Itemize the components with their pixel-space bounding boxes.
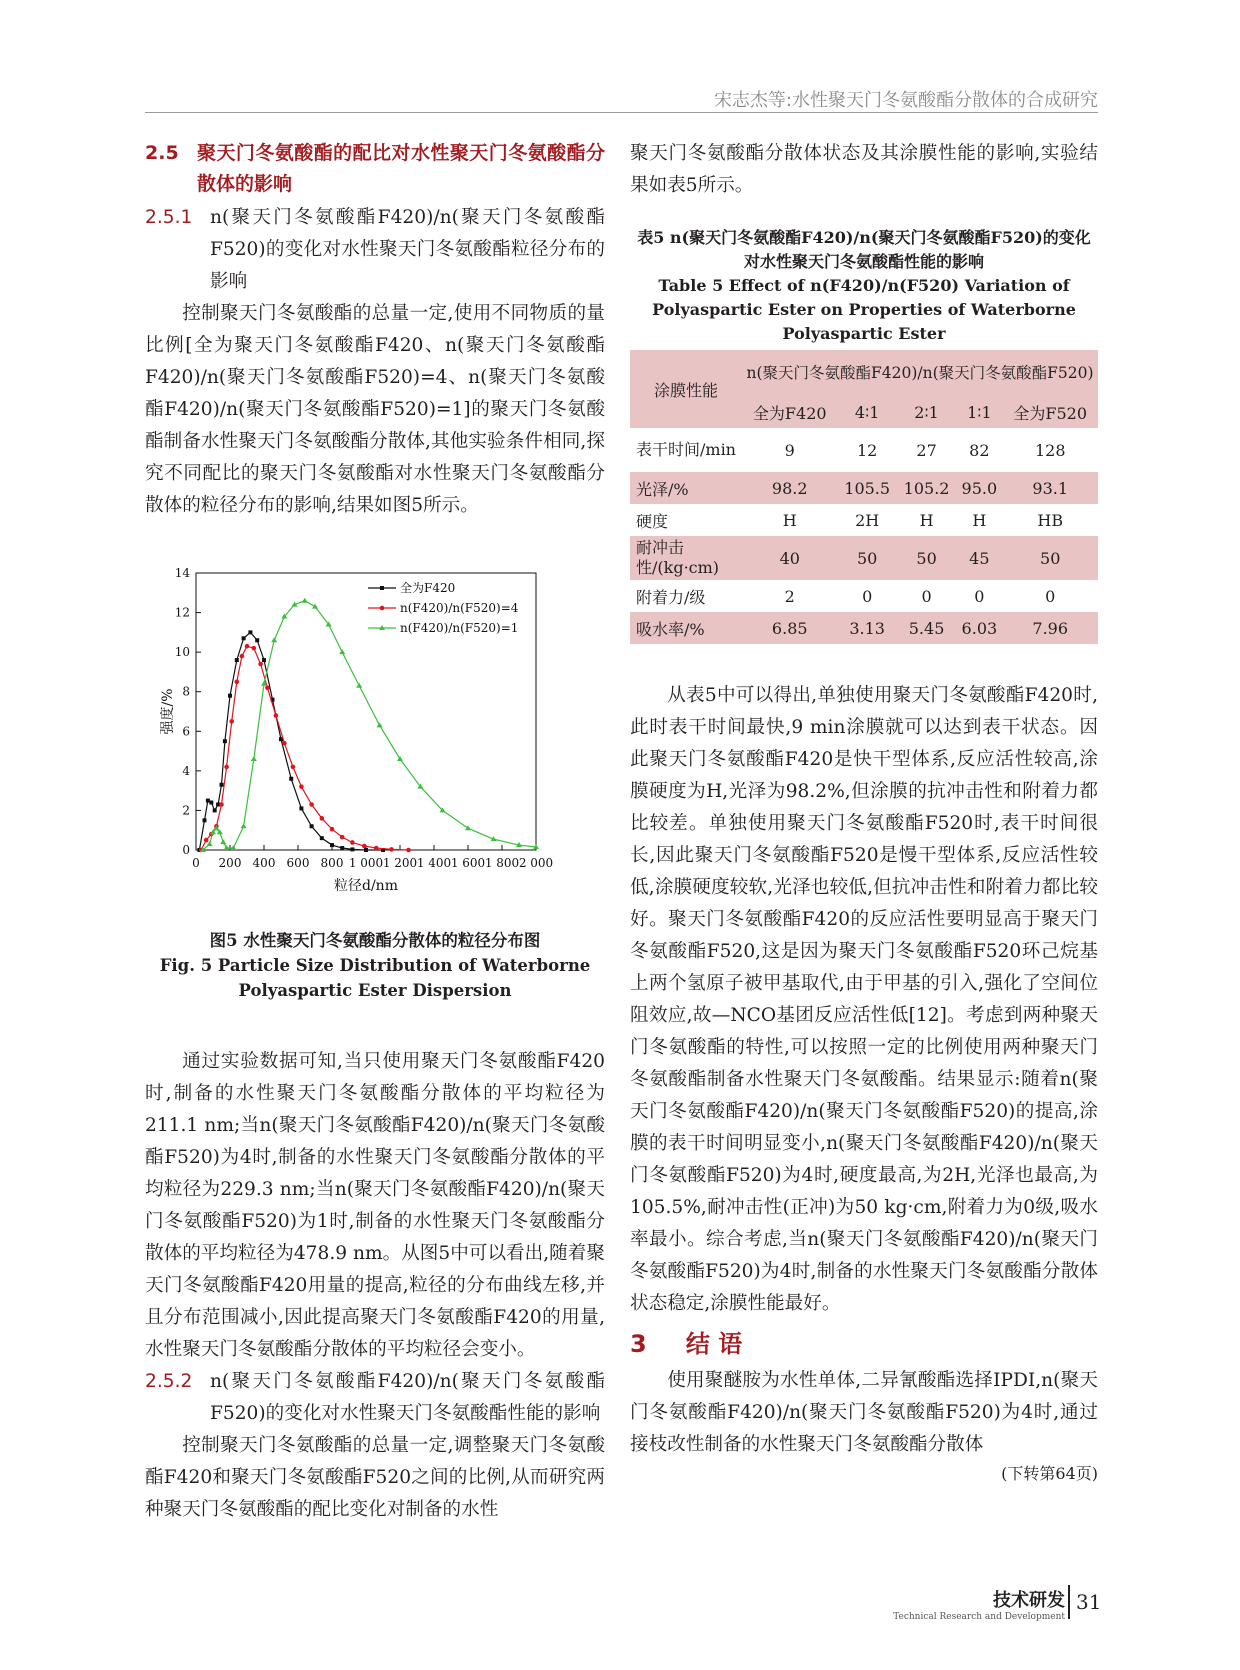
legend-marker bbox=[380, 586, 384, 590]
table-5-caption bbox=[630, 226, 1098, 346]
figure-5 bbox=[160, 565, 600, 925]
data-point bbox=[309, 802, 314, 807]
x-tick-label: 200 bbox=[218, 856, 242, 870]
caption-en: Table 5 Effect of n(F420)/n(F520) Variation of Polyaspartic Ester on Properties of Waterborne Polyaspartic Ester bbox=[652, 276, 1076, 343]
table-cell: 6.03 bbox=[956, 612, 1002, 644]
column-header: 1∶1 bbox=[956, 396, 1002, 428]
series-line-2 bbox=[201, 646, 408, 850]
data-point bbox=[274, 713, 279, 718]
section-2-5-1-heading bbox=[145, 202, 605, 298]
footer bbox=[840, 1586, 1065, 1622]
right-column bbox=[630, 680, 1098, 1487]
x-tick-label: 2 000 bbox=[518, 856, 554, 870]
data-point bbox=[248, 630, 252, 634]
caption-cn: 表5 n(聚天门冬氨酸酯F420)/n(聚天门冬氨酸酯F520)的变化对水性聚天门冬氨酸酯性能的影响 bbox=[637, 228, 1091, 271]
table-row bbox=[630, 580, 1098, 612]
x-tick-label: 400 bbox=[252, 856, 276, 870]
left-column-bottom bbox=[145, 1046, 605, 1526]
data-point bbox=[339, 649, 345, 654]
table-cell: 105.2 bbox=[897, 472, 956, 504]
x-tick-label: 0 bbox=[192, 856, 200, 870]
table-cell: HB bbox=[1037, 510, 1064, 530]
table-cell: H bbox=[972, 510, 987, 530]
data-point bbox=[220, 783, 224, 787]
data-point bbox=[282, 741, 287, 746]
data-point bbox=[377, 722, 383, 727]
row-header: 涂膜性能 bbox=[630, 350, 742, 428]
data-point bbox=[241, 823, 247, 828]
table-cell: 0 bbox=[974, 586, 985, 606]
data-point bbox=[213, 808, 217, 812]
table-cell: 98.2 bbox=[742, 472, 837, 504]
data-point bbox=[362, 844, 367, 849]
y-tick-label: 10 bbox=[174, 645, 190, 660]
table-cell: 0 bbox=[1045, 586, 1056, 606]
data-point bbox=[255, 638, 259, 642]
data-point bbox=[389, 847, 394, 852]
table-cell: 50 bbox=[897, 536, 956, 580]
legend-label: n(F420)/n(F520)=1 bbox=[400, 621, 519, 635]
subsection-number: 2.5.1 bbox=[145, 207, 193, 228]
data-point bbox=[340, 846, 344, 850]
row-label: 表干时间/min bbox=[636, 440, 736, 459]
paragraph: 控制聚天门冬氨酸酯的总量一定,调整聚天门冬氨酸酯F420和聚天门冬氨酸酯F520之间的比例,从而研究两种聚天门冬氨酸酯的配比变化对制备的水性 bbox=[145, 1435, 605, 1520]
row-label: 吸水率/% bbox=[630, 612, 742, 644]
section-3-heading bbox=[630, 1328, 1098, 1363]
table-cell: 12 bbox=[857, 440, 878, 460]
footer-cn: 技术研发 bbox=[993, 1590, 1065, 1611]
data-point bbox=[251, 756, 257, 761]
x-tick-label: 1 000 bbox=[348, 856, 384, 870]
y-tick-label: 6 bbox=[182, 724, 190, 739]
table-cell: 9 bbox=[784, 440, 795, 460]
table-cell: 93.1 bbox=[1002, 472, 1098, 504]
table-cell: 0 bbox=[921, 586, 932, 606]
data-point bbox=[209, 801, 213, 805]
table-cell: 5.45 bbox=[897, 612, 956, 644]
subsection-title: n(聚天门冬氨酸酯F420)/n(聚天门冬氨酸酯F520)的变化对水性聚天门冬氨酸酯性能的影响 bbox=[210, 1371, 605, 1424]
caption-en: Fig. 5 Particle Size Distribution of Waterborne Polyaspartic Ester Dispersion bbox=[159, 956, 591, 1000]
y-tick-label: 2 bbox=[182, 803, 190, 818]
data-point bbox=[240, 654, 245, 659]
x-tick-label: 1 800 bbox=[484, 856, 520, 870]
data-point bbox=[219, 802, 224, 807]
continued-note: (下转第64页) bbox=[1001, 1464, 1098, 1483]
footer-divider bbox=[1068, 1585, 1070, 1619]
data-point bbox=[271, 637, 277, 642]
right-column-top bbox=[630, 138, 1098, 202]
data-point bbox=[228, 694, 232, 698]
subsection-title: n(聚天门冬氨酸酯F420)/n(聚天门冬氨酸酯F520)的变化对水性聚天门冬氨酸酯粒径分布的影响 bbox=[210, 207, 605, 292]
legend-label: n(F420)/n(F520)=4 bbox=[400, 601, 519, 615]
data-point bbox=[397, 756, 403, 761]
x-axis-label: 粒径d/nm bbox=[334, 878, 398, 894]
data-point bbox=[350, 840, 355, 845]
data-point bbox=[223, 739, 227, 743]
section-title: 聚天门冬氨酸酯的配比对水性聚天门冬氨酸酯分散体的影响 bbox=[197, 142, 605, 195]
table-cell: 6.85 bbox=[742, 612, 837, 644]
page-number: 31 bbox=[1076, 1590, 1102, 1614]
left-column-top bbox=[145, 138, 605, 522]
paragraph: 通过实验数据可知,当只使用聚天门冬氨酸酯F420时,制备的水性聚天门冬氨酸酯分散体的平均粒径为211.1 nm;当n(聚天门冬氨酸酯F420)/n(聚天门冬氨酸酯F520)为4时,制备的水性聚天门冬氨酸酯分散体的平均粒径为229.3 nm;当n(聚天门冬氨酸酯F420)/n(聚天门冬氨酸酯F520)为1时,制备的水性聚天门冬氨酸酯分散体的平均粒径为478.9 nm。从图5中可以看出,随着聚天门冬氨酸酯F420用量的提高,粒径的分布曲线左移,并且分布范围减小,因此提高聚天门冬氨酸酯F420的用量,水性聚天门冬氨酸酯分散体的平均粒径会变小。 bbox=[145, 1051, 605, 1360]
data-point bbox=[364, 848, 368, 852]
data-point bbox=[206, 799, 210, 803]
paragraph: 控制聚天门冬氨酸酯的总量一定,使用不同物质的量比例[全为聚天门冬氨酸酯F420、n(聚天门冬氨酸酯F420)/n(聚天门冬氨酸酯F520)=4、n(聚天门冬氨酸酯F420)/n(聚天门冬氨酸酯F520)=1]的聚天门冬氨酸酯制备水性聚天门冬氨酸酯分散体,其他实验条件相同,探究不同配比的聚天门冬氨酸酯对水性聚天门冬氨酸酯分散体的粒径分布的影响,结果如图5所示。 bbox=[145, 303, 605, 516]
data-point bbox=[340, 835, 345, 840]
section-2-5-heading bbox=[145, 138, 605, 200]
data-point bbox=[310, 824, 314, 828]
data-point bbox=[330, 827, 335, 832]
series-line-1 bbox=[199, 632, 383, 850]
header-rule bbox=[145, 112, 1098, 113]
y-tick-label: 0 bbox=[182, 843, 190, 857]
legend-marker bbox=[380, 606, 385, 611]
footer-en: Technical Research and Development bbox=[893, 1612, 1065, 1622]
table-row bbox=[630, 612, 1098, 644]
y-axis-label: 强度/% bbox=[160, 688, 176, 735]
data-point bbox=[265, 685, 270, 690]
y-tick-label: 14 bbox=[174, 566, 190, 580]
figure-5-caption bbox=[145, 928, 605, 1003]
y-tick-label: 12 bbox=[174, 605, 190, 620]
table-cell: 27 bbox=[916, 440, 937, 460]
table-cell: 45 bbox=[956, 536, 1002, 580]
column-header: 全为F420 bbox=[742, 396, 837, 428]
table-cell: 105.5 bbox=[837, 472, 896, 504]
table-cell: 7.96 bbox=[1002, 612, 1098, 644]
data-point bbox=[252, 646, 257, 651]
data-point bbox=[203, 818, 207, 822]
group-header: n(聚天门冬氨酸酯F420)/n(聚天门冬氨酸酯F520) bbox=[742, 350, 1098, 396]
data-point bbox=[299, 806, 303, 810]
row-label: 附着力/级 bbox=[636, 587, 706, 607]
data-point bbox=[204, 838, 209, 843]
data-point bbox=[356, 683, 362, 688]
table-cell: 0 bbox=[862, 586, 873, 606]
data-point bbox=[406, 848, 411, 853]
data-point bbox=[235, 658, 239, 662]
data-point bbox=[289, 777, 293, 781]
data-point bbox=[312, 604, 318, 609]
caption-cn: 图5 水性聚天门冬氨酸酯分散体的粒径分布图 bbox=[209, 931, 541, 950]
section-number: 3 bbox=[630, 1330, 647, 1358]
data-point bbox=[350, 847, 354, 851]
table-cell: H bbox=[782, 510, 797, 530]
paragraph: 使用聚醚胺为水性单体,二异氰酸酯选择IPDI,n(聚天门冬氨酸酯F420)/n(聚天门冬氨酸酯F520)为4时,通过接枝改性制备的水性聚天门冬氨酸酯分散体 bbox=[630, 1370, 1098, 1455]
data-point bbox=[258, 662, 263, 667]
section-number: 2.5 bbox=[145, 142, 179, 164]
data-point bbox=[320, 816, 325, 821]
data-point bbox=[320, 836, 324, 840]
table-row bbox=[630, 428, 1098, 472]
subsection-number: 2.5.2 bbox=[145, 1371, 193, 1392]
table-cell: 40 bbox=[742, 536, 837, 580]
section-2-5-2-heading bbox=[145, 1366, 605, 1430]
table-cell: 50 bbox=[837, 536, 896, 580]
data-point bbox=[229, 719, 234, 724]
x-tick-label: 800 bbox=[320, 856, 344, 870]
table-cell: 82 bbox=[969, 440, 990, 460]
data-point bbox=[262, 658, 266, 662]
table-cell: 3.13 bbox=[837, 612, 896, 644]
data-point bbox=[220, 839, 226, 844]
particle-size-chart bbox=[160, 565, 600, 925]
x-tick-label: 1 600 bbox=[450, 856, 486, 870]
table-cell: H bbox=[919, 510, 934, 530]
row-label: 硬度 bbox=[636, 511, 669, 531]
running-head: 宋志杰等:水性聚天门冬氨酸酯分散体的合成研究 bbox=[713, 90, 1098, 111]
row-label: 光泽/% bbox=[630, 472, 742, 504]
data-point bbox=[245, 644, 250, 649]
data-point bbox=[330, 843, 334, 847]
y-tick-label: 4 bbox=[182, 763, 190, 778]
column-header: 2∶1 bbox=[897, 396, 956, 428]
y-tick-label: 8 bbox=[182, 684, 190, 699]
x-tick-label: 600 bbox=[286, 856, 310, 870]
x-tick-label: 1 200 bbox=[382, 856, 418, 870]
table-cell: 50 bbox=[1002, 536, 1098, 580]
data-point bbox=[224, 765, 229, 770]
paragraph-continuation: 聚天门冬氨酸酯分散体状态及其涂膜性能的影响,实验结果如表5所示。 bbox=[630, 143, 1098, 196]
table-row bbox=[630, 536, 1098, 580]
data-point bbox=[235, 680, 240, 685]
table-cell: 128 bbox=[1034, 440, 1066, 460]
table-row bbox=[630, 504, 1098, 536]
paragraph: 从表5中可以得出,单独使用聚天门冬氨酸酯F420时,此时表干时间最快,9 min涂膜就可以达到表干状态。因此聚天门冬氨酸酯F420是快干型体系,反应活性较高,涂膜硬度为H,光泽为98.2%,但涂膜的抗冲击性和附着力都比较差。单独使用聚天门冬氨酸酯F520时,表干时间很长,因此聚天门冬氨酸酯F520是慢干型体系,反应活性较低,涂膜硬度较软,光泽也较低,但抗冲击性和附着力都比较好。聚天门冬氨酸酯F420的反应活性要明显高于聚天门冬氨酸酯F520,这是因为聚天门冬氨酸酯F520环己烷基上两个氢原子被甲基取代,由于甲基的引入,强化了空间位阻效应,故—NCO基团反应活性低[12]。考虑到两种聚天门冬氨酸酯的特性,可以按照一定的比例使用两种聚天门冬氨酸酯制备水性聚天门冬氨酸酯。结果显示:随着n(聚天门冬氨酸酯F420)/n(聚天门冬氨酸酯F520)的提高,涂膜的表干时间明显变小,n(聚天门冬氨酸酯F420)/n(聚天门冬氨酸酯F520)为4时,硬度最高,为2H,光泽也最高,为105.5%,耐冲击性(正冲)为50 kg·cm,附着力为0级,吸水率最小。综合考虑,当n(聚天门冬氨酸酯F420)/n(聚天门冬氨酸酯F520)为4时,制备的水性聚天门冬氨酸酯分散体状态稳定,涂膜性能最好。 bbox=[630, 685, 1098, 1314]
x-tick-label: 1 400 bbox=[416, 856, 452, 870]
column-header: 全为F520 bbox=[1002, 396, 1098, 428]
data-point bbox=[374, 846, 379, 851]
row-label: 耐冲击性/(kg·cm) bbox=[630, 536, 742, 580]
column-header: 4∶1 bbox=[837, 396, 896, 428]
table-cell: 2 bbox=[784, 586, 795, 606]
data-point bbox=[299, 784, 304, 789]
series-line-3 bbox=[203, 601, 536, 850]
table-5 bbox=[630, 350, 1098, 644]
data-point bbox=[242, 636, 246, 640]
section-title: 结 语 bbox=[685, 1330, 743, 1358]
data-point bbox=[465, 825, 471, 830]
table-row bbox=[630, 472, 1098, 504]
table-cell: 95.0 bbox=[956, 472, 1002, 504]
data-point bbox=[291, 765, 296, 770]
table-cell: 2H bbox=[855, 510, 880, 530]
data-point bbox=[302, 598, 308, 603]
legend-label: 全为F420 bbox=[400, 581, 456, 595]
